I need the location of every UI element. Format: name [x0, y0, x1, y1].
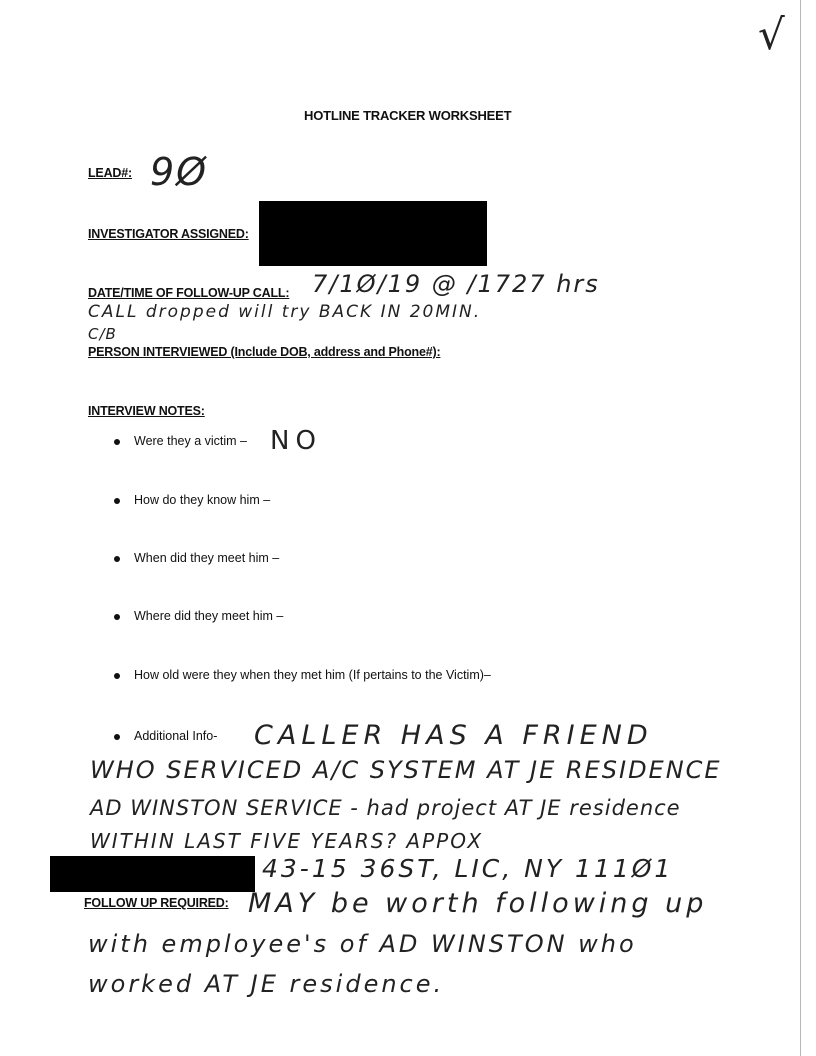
answer-victim: NO	[270, 426, 322, 456]
followup-line-1: MAY be worth following up	[248, 888, 708, 919]
additional-line-1: CALLER HAS A FRIEND	[254, 720, 653, 751]
redaction-block	[259, 201, 487, 266]
question-victim	[114, 434, 247, 448]
question-additional	[114, 729, 217, 743]
check-mark: √	[758, 10, 785, 59]
additional-line-4: WITHIN LAST FIVE YEARS? APPOX	[90, 829, 484, 853]
page-edge-line	[800, 0, 801, 1056]
bullet-icon	[114, 439, 120, 445]
additional-line-5: 43-15 36ST, LIC, NY 111Ø1	[262, 854, 674, 883]
additional-line-2: WHO SERVICED A/C SYSTEM AT JE RESIDENCE	[90, 756, 722, 784]
additional-line-3: AD WINSTON SERVICE - had project AT JE residence	[90, 796, 681, 820]
investigator-label: INVESTIGATOR ASSIGNED:	[88, 227, 249, 241]
bullet-icon	[114, 673, 120, 679]
followup-call-datetime: 7/1Ø/19 @ /1727 hrs	[312, 270, 600, 298]
person-interviewed-label: PERSON INTERVIEWED (Include DOB, address and Phone#):	[88, 345, 441, 359]
question-age-text: How old were they when they met him (If pertains to the Victim)–	[134, 668, 491, 682]
followup-line-2: with employee's of AD WINSTON who	[88, 930, 637, 958]
lead-label: LEAD#:	[88, 166, 132, 180]
question-age	[114, 668, 491, 682]
page-title: HOTLINE TRACKER WORKSHEET	[304, 108, 512, 123]
question-where-meet-text: Where did they meet him –	[134, 609, 284, 623]
followup-line-3: worked AT JE residence.	[88, 970, 445, 998]
followup-call-label: DATE/TIME OF FOLLOW-UP CALL:	[88, 286, 290, 300]
question-victim-text: Were they a victim –	[134, 434, 248, 448]
bullet-icon	[114, 556, 120, 562]
followup-call-note2: C/B	[88, 325, 117, 343]
lead-value: 9Ø	[150, 150, 209, 194]
question-know	[114, 493, 270, 507]
question-know-text: How do they know him –	[134, 493, 271, 507]
bullet-icon	[114, 614, 120, 620]
followup-call-note: CALL dropped will try BACK IN 20MIN.	[88, 302, 482, 322]
question-where-meet	[114, 609, 283, 623]
question-when-meet	[114, 551, 279, 565]
question-additional-text: Additional Info-	[134, 729, 218, 743]
redaction-block	[50, 856, 255, 892]
bullet-icon	[114, 734, 120, 740]
bullet-icon	[114, 498, 120, 504]
interview-notes-label: INTERVIEW NOTES:	[88, 404, 205, 418]
followup-required-label: FOLLOW UP REQUIRED:	[84, 896, 229, 910]
question-when-meet-text: When did they meet him –	[134, 551, 280, 565]
